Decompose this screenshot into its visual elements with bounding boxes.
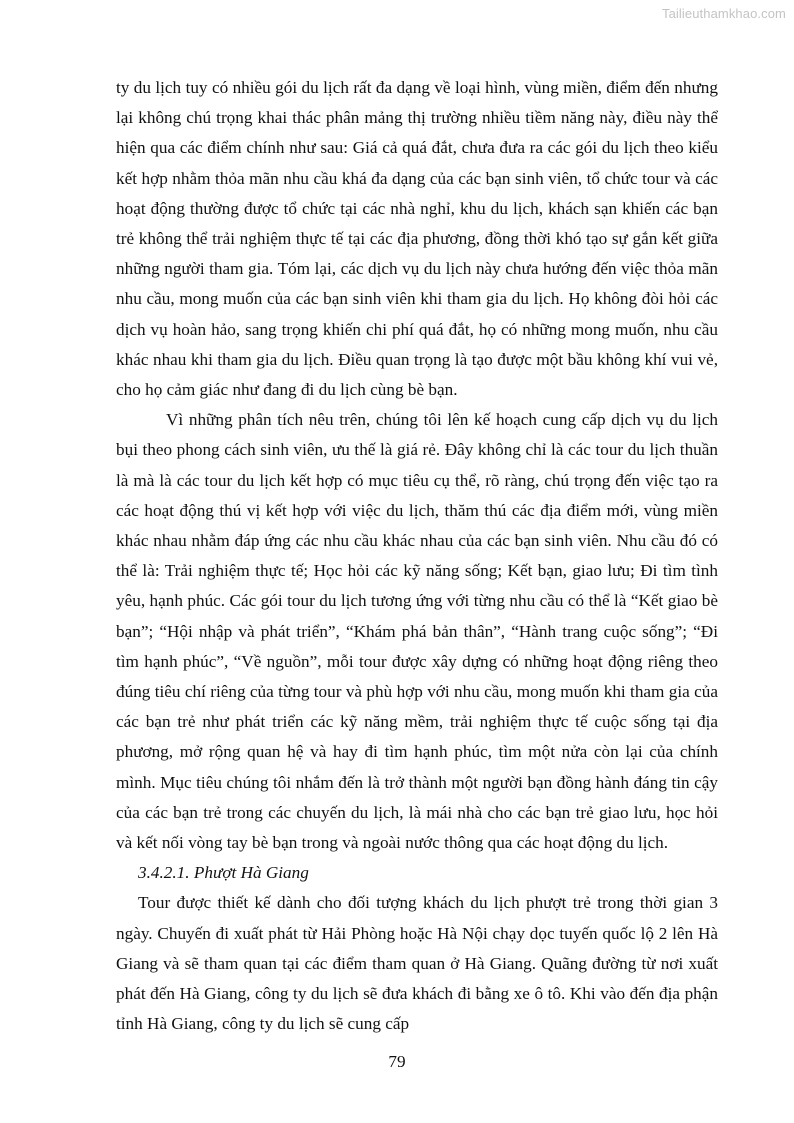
watermark: Tailieuthamkhao.com [661, 6, 786, 21]
paragraph-intro-continuation: ty du lịch tuy có nhiều gói du lịch rất đa dạng về loại hình, vùng miền, điểm đến nhưng lại không chú trọng khai thác phân mảng thị trường nhiều tiềm năng này, điều này thể hiện qua các điểm chính như sau: Giá cả quá đắt, chưa đưa ra các gói du lịch theo kiểu kết hợp nhằm thỏa mãn nhu cầu khá đa dạng của các bạn sinh viên, tổ chức tour và các hoạt động thường được tổ chức tại các nhà nghỉ, khu du lịch, khách sạn khiến các bạn trẻ không thể trải nghiệm thực tế tại các địa phương, đồng thời khó tạo sự gắn kết giữa những người tham gia. Tóm lại, các dịch vụ du lịch này chưa hướng đến việc thỏa mãn nhu cầu, mong muốn của các bạn sinh viên khi tham gia du lịch. Họ không đòi hỏi các dịch vụ hoàn hảo, sang trọng khiến chi phí quá đắt, họ có những mong muốn, nhu cầu khác nhau khi tham gia du lịch. Điều quan trọng là tạo được một bầu không khí vui vẻ, cho họ cảm giác như đang đi du lịch cùng bè bạn. [116, 78, 718, 400]
paragraph-tour-description: Tour được thiết kế dành cho đối tượng khách du lịch phượt trẻ trong thời gian 3 ngày. Chuyến đi xuất phát từ Hải Phòng hoặc Hà Nội chạy dọc tuyến quốc lộ 2 lên Hà Giang và sẽ tham quan tại các điểm tham quan ở Hà Giang. Quãng đường từ nơi xuất phát đến Hà Giang, công ty du lịch sẽ đưa khách đi bằng xe ô tô. Khi vào đến địa phận tỉnh Hà Giang, công ty du lịch sẽ cung cấp [116, 893, 718, 1034]
section-heading: 3.4.2.1. Phượt Hà Giang [138, 863, 309, 883]
page-body [116, 73, 718, 1040]
paragraph-service-plan: Vì những phân tích nêu trên, chúng tôi lên kế hoạch cung cấp dịch vụ du lịch bụi theo phong cách sinh viên, ưu thế là giá rẻ. Đây không chỉ là các tour du lịch thuần là mà là các tour du lịch kết hợp có mục tiêu cụ thể, rõ ràng, chú trọng đến việc tạo ra các hoạt động thú vị kết hợp với việc du lịch, thăm thú các địa điểm mới, vùng miền khác nhau nhằm đáp ứng các nhu cầu khác nhau của các bạn sinh viên. Nhu cầu đó có thể là: Trải nghiệm thực tế; Học hỏi các kỹ năng sống; Kết bạn, giao lưu; Đi tìm tình yêu, hạnh phúc. Các gói tour du lịch tương ứng với từng nhu cầu có thể là “Kết giao bè bạn”; “Hội nhập và phát triển”, “Khám phá bản thân”, “Hành trang cuộc sống”; “Đi tìm hạnh phúc”, “Về nguồn”, mỗi tour được xây dựng có những hoạt động riêng theo đúng tiêu chí riêng của từng tour và phù hợp với nhu cầu, mong muốn khi tham gia của các bạn trẻ như phát triển các kỹ năng mềm, trải nghiệm thực tế cuộc sống tại địa phương, mở rộng quan hệ và hay đi tìm hạnh phúc, tìm một nửa còn lại của chính mình. Mục tiêu chúng tôi nhắm đến là trở thành một người bạn đồng hành đáng tin cậy của các bạn trẻ trong các chuyến du lịch, là mái nhà cho các bạn trẻ giao lưu, học hỏi và kết nối vòng tay bè bạn trong và ngoài nước thông qua các hoạt động du lịch. [116, 410, 718, 853]
page-number: 79 [388, 1052, 406, 1071]
